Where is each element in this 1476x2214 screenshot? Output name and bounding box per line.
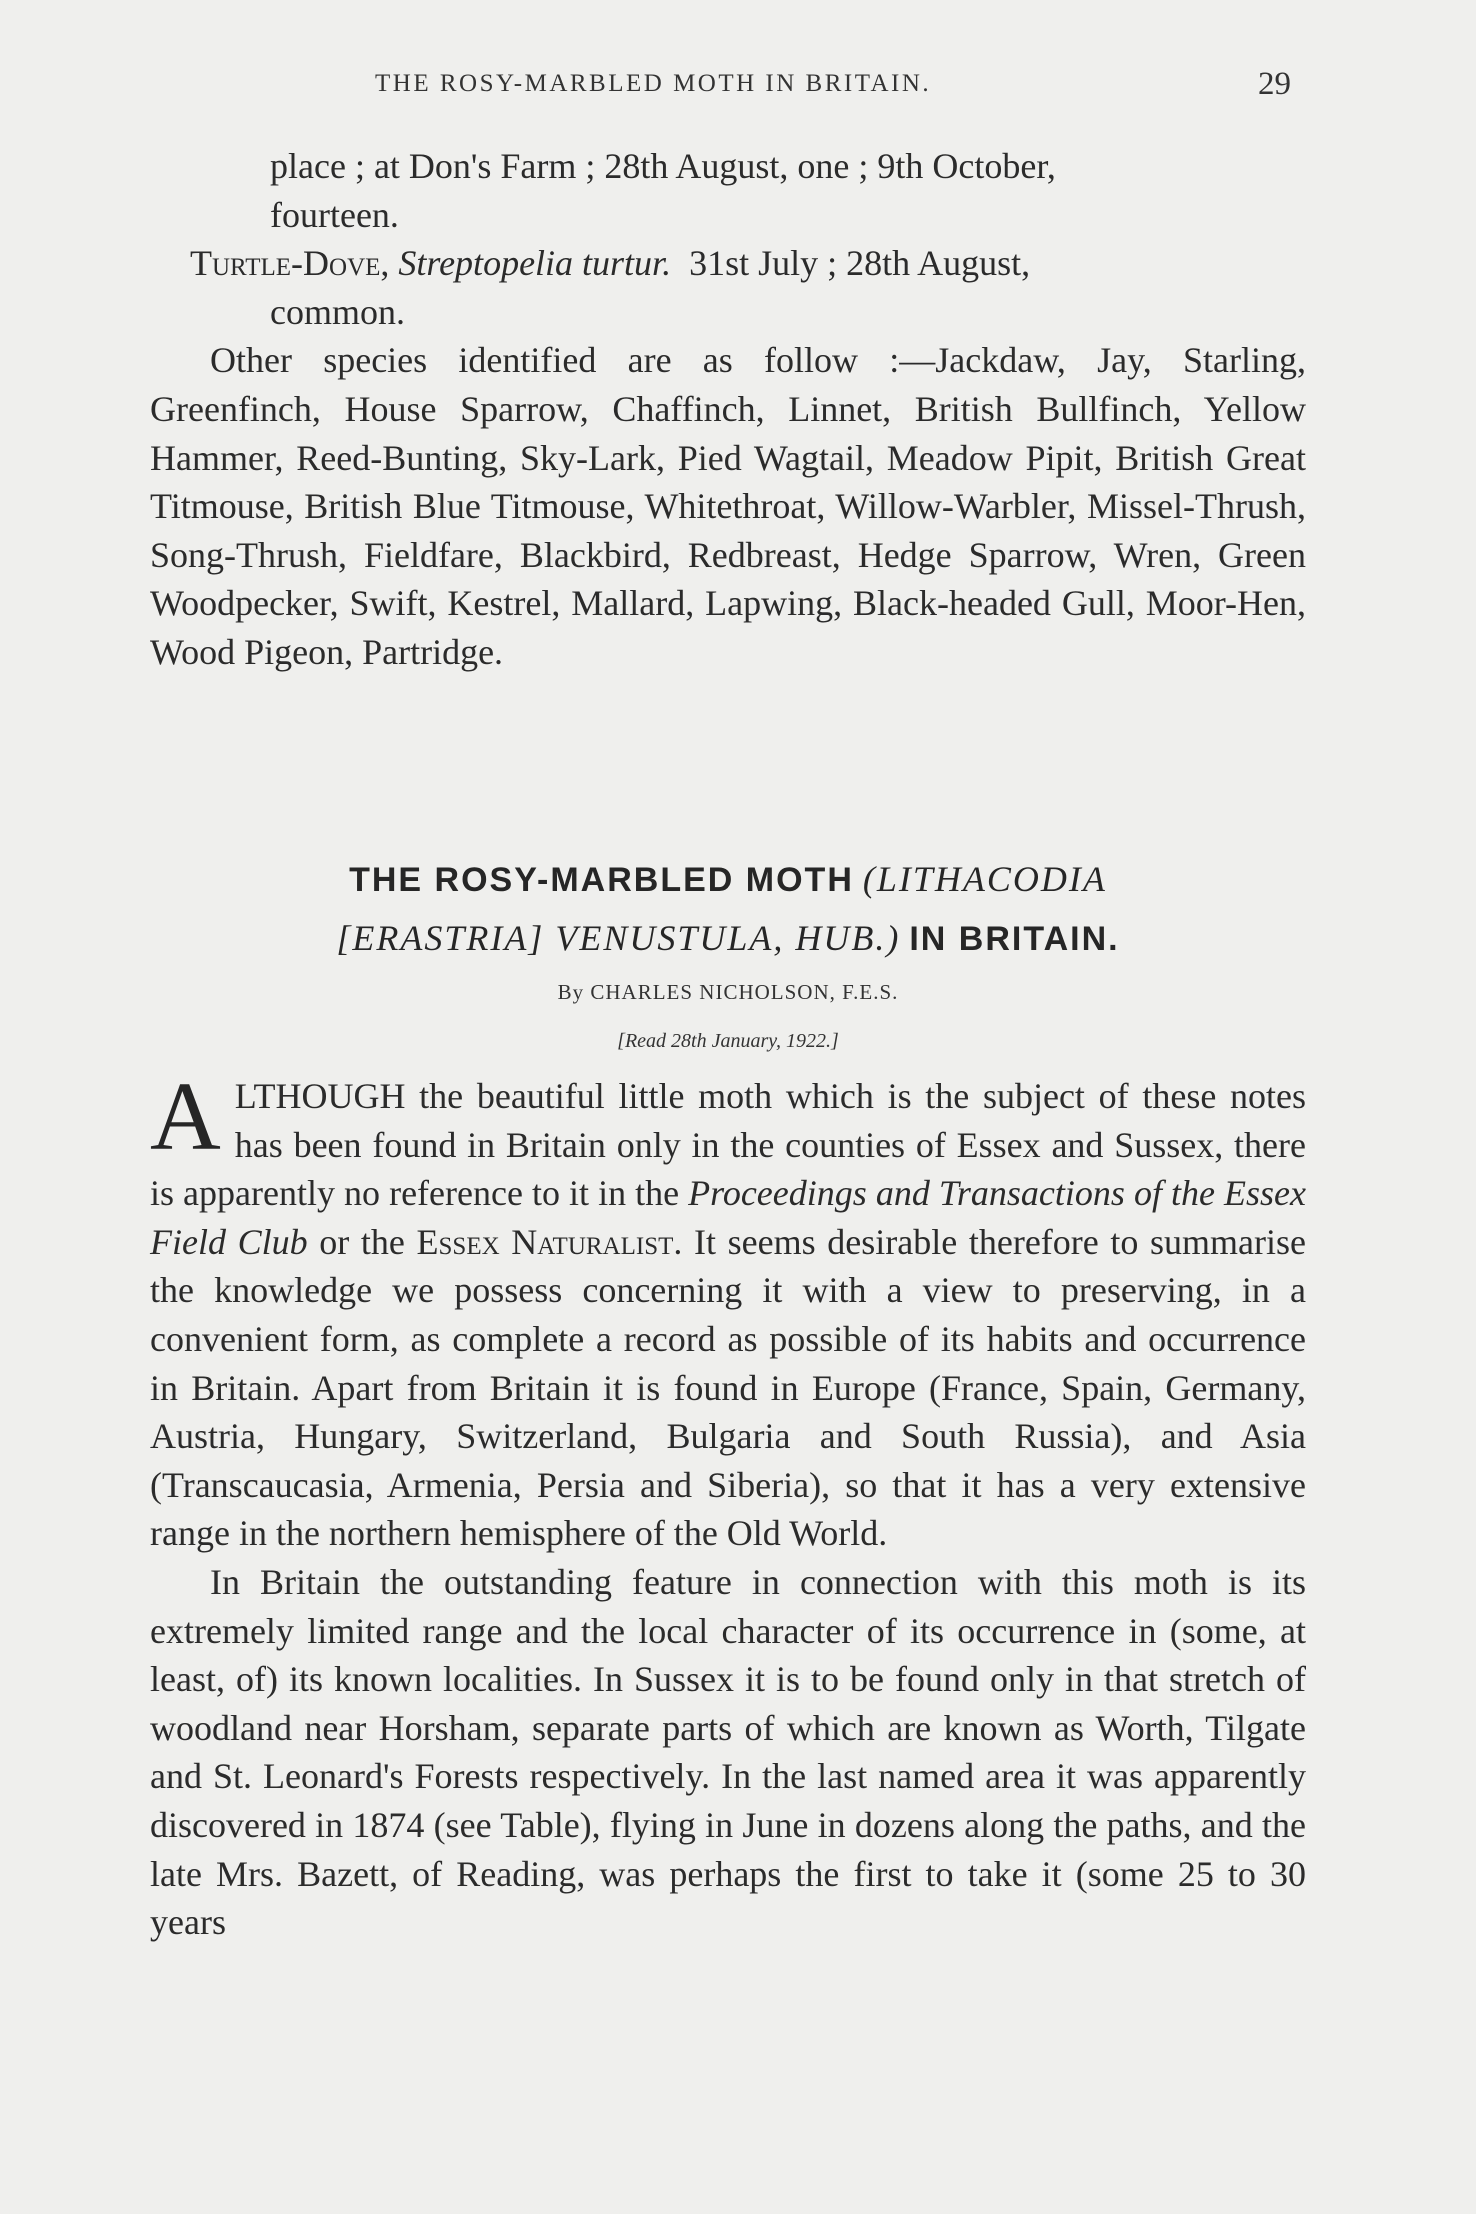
title-part: (LITHACODIA	[862, 859, 1107, 899]
text-line: common.	[270, 291, 405, 332]
species-paragraph: Other species identified are as follow :—Jackdaw, Jay, Starling, Greenfinch, House Sparrow, Chaffinch, Linnet, British Bullfinch, Yellow Hammer, Reed-Bunting, Sky-Lark, Pied Wagtail, Meadow Pipit, British Great Titmouse, British Blue Titmouse, Whitethroat, Willow-Warbler, Missel-Thrush, Song-Thrush, Fieldfare, Blackbird, Redbreast, Hedge Sparrow, Wren, Green Woodpecker, Swift, Kestrel, Mallard, Lapwing, Black-headed Gull, Moor-Hen, Wood Pigeon, Partridge.	[150, 340, 1306, 672]
journal-name: Essex Naturalist.	[416, 1221, 683, 1262]
article-body	[150, 1063, 1306, 1947]
paragraph	[150, 142, 1306, 239]
paragraph: In Britain the outstanding feature in connection with this moth is its extremely limited range and the local character of its occurrence in (some, at least, of) its known localities. In Sussex it is to be found only in that stretch of woodland near Horsham, separate parts of which are known as Worth, Tilgate and St. Leonard's Forests respectively. In the last named area it was apparently discovered in 1874 (see Table), flying in June in dozens along the paths, and the late Mrs. Bazett, of Reading, was perhaps the first to take it (some 25 to 30 years	[150, 1561, 1306, 1943]
text-line: place ; at Don's Farm ; 28th August, one ; 9th October,	[270, 146, 1056, 186]
paragraph	[150, 239, 1306, 336]
title-part: [ERASTRIA] VENUSTULA, HUB.)	[336, 918, 901, 958]
article-title	[150, 850, 1306, 968]
text-run: LTHOUGH the beautiful little moth which is the subject of these notes has been found in Britain only in the counties of Essex and Sussex, there is apparently no reference to it in the	[150, 1076, 1306, 1214]
text-line: fourteen.	[270, 194, 399, 235]
title-part: THE ROSY-MARBLED MOTH	[349, 861, 854, 899]
text-run: 31st July ; 28th August,	[689, 243, 1031, 284]
page-number: 29	[1258, 66, 1291, 102]
scientific-name: Streptopelia turtur.	[398, 243, 672, 284]
running-head: THE ROSY-MARBLED MOTH IN BRITAIN.	[375, 70, 932, 97]
previous-article-text	[150, 142, 1306, 677]
text-run: or the	[307, 1221, 417, 1262]
title-part: IN BRITAIN.	[909, 920, 1120, 958]
text-run: It seems desirable therefore to summarise the knowledge we possess concerning it with a view to preserving, in a convenient form, as complete a record as possible of its habits and occurrence in Britain. Apart from Britain it is found in Europe (France, Spain, Germany, Austria, Hungary, Switzerland, Bulgaria and South Russia), and Asia (Transcaucasia, Armenia, Persia and Siberia), so that it has a very extensive range in the northern hemisphere of the Old World.	[150, 1221, 1306, 1554]
paragraph	[150, 1063, 1306, 1558]
drop-cap: A	[150, 1063, 221, 1171]
read-date: [Read 28th January, 1922.]	[617, 1030, 839, 1052]
species-name: Turtle-Dove,	[190, 243, 390, 284]
journal-title: Proceedings and Transactions of the Essex Field Club	[150, 1173, 1306, 1262]
byline: By CHARLES NICHOLSON, F.E.S.	[557, 980, 899, 1004]
